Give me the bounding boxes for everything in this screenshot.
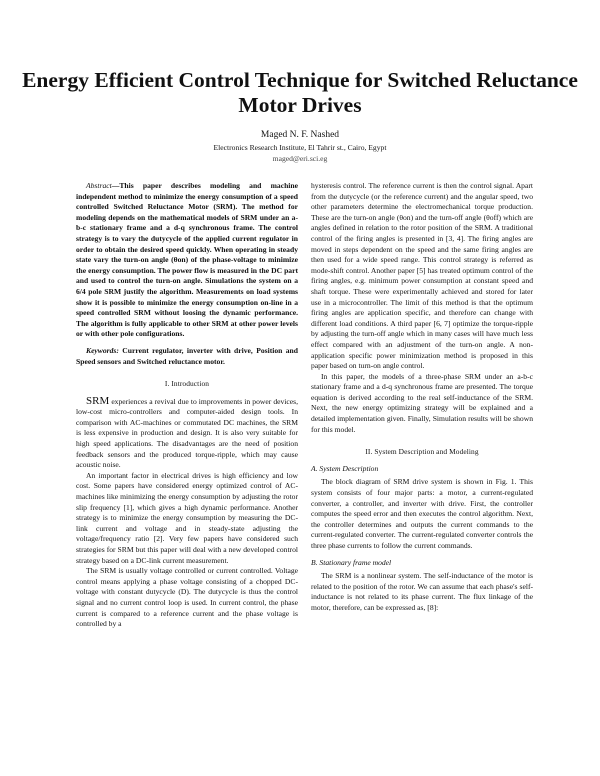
subsection-a-text: The block diagram of SRM drive system is shown in Fig. 1. This system consists of four major parts: a motor, a current-regulated converter, a controller, and inverter with drive. First, the controller computes the speed error and then executes the control algorithm. Next, the controller determines and outputs the current commands to the current-regulated converter. The current-regulated converter controls the three phase currents to follow the current commands. (311, 477, 533, 550)
intro-first-word: SRM (86, 394, 110, 407)
subsection-heading-b: B. Stationary frame model (311, 557, 392, 567)
right-paragraph-1: hysteresis control. The reference current is then the control signal. Apart from the dutycycle (or the reference current) and the angular speed, two other parameters determine the electromechanical torque production. These are the turn-on angle (θon) and the turn-off angle (θoff) which are angles defined in relation to the rotor position of the SRM. A traditional control of the firing angles is presented in [3, 4]. The firing angles are moved in steps dependent on the speed and the same firing angles are then used for a wide speed range. This control strategy is referred as mode-shift control. Another paper [5] has treated optimum control of the firing angles, e.g. minimum power consumption at constant speed and shaft torque. These were experimentally achieved and stored for later use in a microcontroller. The limit of this method is that the optimum firing angles are application specific, and therefore can change with different load conditions. A third paper [6, 7] optimize the torque-ripple by adjusting the turn-off angle which in many cases will have much less effect compared with an adjustment of the turn-on angle. A non-application specific power minimization method is proposed in this paper based on turn-on angle control. (311, 181, 533, 371)
author-name: Maged N. F. Nashed (260, 130, 340, 140)
subsection-heading-a: A. System Description (311, 463, 379, 473)
intro-paragraph-3: The SRM is usually voltage controlled or current controlled. Voltage control means applying a phase voltage consisting of a chopped DC-voltage with constant dutycycle (D). The dutycycle is thus the control signal and no current control loop is used. In current control, the phase current is compared to a reference current and the phase voltage is controlled by a (76, 566, 298, 629)
section-heading-introduction: I. Introduction (164, 379, 210, 389)
abstract (76, 181, 298, 340)
paper-title: Energy Efficient Control Technique for Switched Reluctance Motor Drives (22, 68, 578, 117)
keywords-label: Keywords: (86, 345, 119, 355)
intro-paragraph-1 (76, 396, 298, 471)
section-heading-system: II. System Description and Modeling (365, 447, 479, 457)
intro-paragraph-2: An important factor in electrical drives is high efficiency and low cost. Some papers have considered energy optimized control of AC-machines like minimizing the energy consumption by adjusting the rotor slip frequency [1], which gives a high dynamic performance. Another strategy is to minimize the energy consumption by measuring the DC-link current and voltage and in steady-state adjusting the voltage/frequency ratio [2]. Very few papers have considered such strategies for SRM but this paper will deal with a new developed control strategy based on a DC-link current measurement. (76, 470, 298, 565)
abstract-label: Abstract (86, 181, 112, 190)
right-column (311, 181, 533, 614)
right-paragraph-2: In this paper, the models of a three-phase SRM under an a-b-c stationary frame and a d-q synchronous frame are presented. The torque equation is derived according to the real self-inductance of the SRM. Next, the new energy optimizing strategy will be explained and a detailed implementation given. Finally, Simulation results will be shown for this model. (311, 371, 533, 434)
abstract-text: —This paper describes modeling and machine independent method to minimize the energy consumption of a speed controlled Switched Reluctance Motor (SRM). The method for modeling depends on the mathematical models of SRM under an a-b-c stationary frame and a d-q synchronous frame. The control strategy is to vary the dutycycle of the applied current regulator in order to obtain the desired speed quickly. When operating in steady state vary the turn-on angle (θon) of the phase-voltage to minimize the energy consumption. The power flow is measured in the DC part and used to control the turn-on angle. Simulations the system on a 6/4 pole SRM justify the algorithm. Measurements on load systems show it is possible to minimize the energy consumption on-line in a speed controlled SRM without loosing the dynamic performance. The algorithm is fully applicable to other SRM at other power levels or with other pole configurations. (76, 181, 298, 339)
subsection-b-text: The SRM is a nonlinear system. The self-inductance of the motor is related to the position of the rotor. We can assume that each phase's self-inductance is not related to its phase current. The flux linkage of the motor, therefore, can be expressed as, [8]: (311, 571, 533, 612)
left-column (76, 181, 298, 630)
keywords (76, 346, 298, 367)
author-affiliation: Electronics Research Institute, El Tahrir st., Cairo, Egypt (213, 143, 387, 152)
keywords-text: Current regulator, inverter with drive, Position and Speed sensors and Switched reluctance motor. (76, 345, 298, 366)
intro-paragraph-1-text: experiences a revival due to improvements in power devices, low-cost micro-controllers and computer-aided design tools. In comparison with AC-machines or commutated DC machines, the SRM is less expensive in production and design. It is also very suitable for high speed applications. The disadvantages are the need of position feedback sensors and the produced torque-ripple, which may cause acoustic noise. (76, 396, 298, 470)
author-email[interactable]: maged@eri.sci.eg (272, 154, 328, 163)
